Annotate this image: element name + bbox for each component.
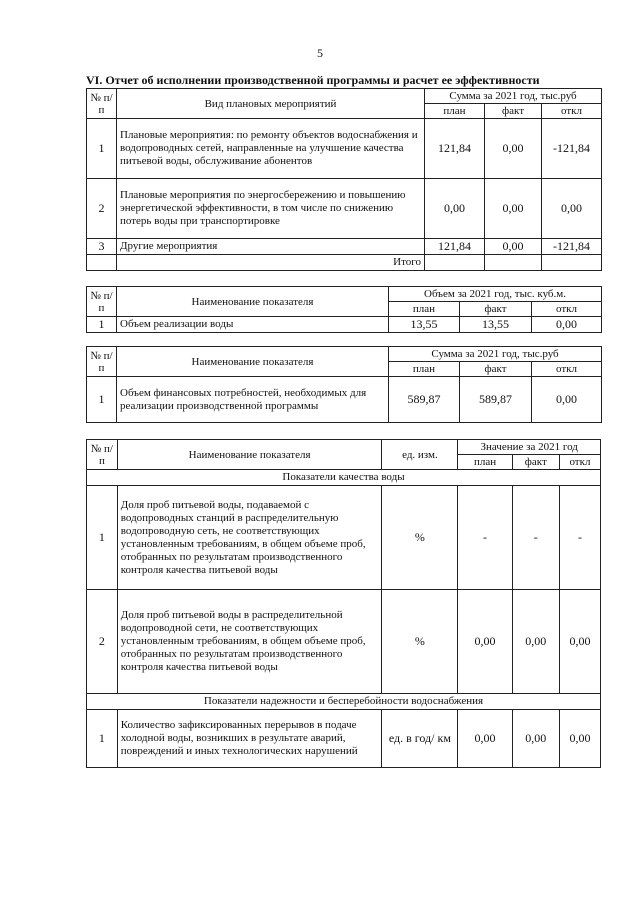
header-indicator: Наименование показателя [117,287,389,317]
row-fact: 0,00 [485,119,542,179]
row-fact: 0,00 [512,710,559,768]
row-otkl: 0,00 [559,590,600,694]
row-name: Другие мероприятия [117,239,425,255]
header-volume: Объем за 2021 год, тыс. куб.м. [389,287,602,302]
row-otkl: 0,00 [532,317,602,333]
row-otkl: -121,84 [542,119,602,179]
row-num: 1 [87,377,117,423]
row-plan: 0,00 [425,179,485,239]
row-unit: % [382,590,458,694]
row-num: 1 [87,119,117,179]
table-row [87,377,602,423]
header-fact: факт [460,302,532,317]
row-plan: 0,00 [458,710,512,768]
row-fact: 0,00 [512,590,559,694]
row-fact: 589,87 [460,377,532,423]
row-otkl: - [559,486,600,590]
row-name: Доля проб питьевой воды, подаваемой с водопроводных станций в распределительную водопроводную сеть, не соответствующих установленным требованиям, в общем объеме проб, отобранных по результатам производственного контроля качества питьевой воды [117,486,382,590]
row-name: Объем реализации воды [117,317,389,333]
header-otkl: откл [559,455,600,470]
row-otkl: 0,00 [559,710,600,768]
section-heading: VI. Отчет об исполнении производственной программы и расчет ее эффективности [86,73,540,87]
row-num: 2 [87,179,117,239]
header-unit: ед. изм. [382,440,458,470]
row-fact: 0,00 [485,239,542,255]
header-otkl: откл [532,362,602,377]
row-name: Доля проб питьевой воды в распределительной водопроводной сети, не соответствующих установленным требованиям, в общем объеме проб, отобранных по результатам производственного контроля качества питьевой воды [117,590,382,694]
header-indicator: Наименование показателя [117,440,382,470]
total-row [87,255,602,271]
header-measure-type: Вид плановых мероприятий [117,89,425,119]
row-fact: 13,55 [460,317,532,333]
row-plan: - [458,486,512,590]
section-reliability: Показатели надежности и бесперебойности водоснабжения [87,694,601,710]
row-otkl: 0,00 [532,377,602,423]
row-num: 2 [87,590,118,694]
row-unit: % [382,486,458,590]
header-sum: Сумма за 2021 год, тыс.руб [389,347,602,362]
indicators-table [86,439,601,768]
row-plan: 13,55 [389,317,460,333]
header-otkl: откл [532,302,602,317]
volume-table [86,286,602,333]
row-num: 3 [87,239,117,255]
header-plan: план [425,104,485,119]
header-plan: план [389,302,460,317]
table-row [87,317,602,333]
section-row [87,694,601,710]
row-num: 1 [87,710,118,768]
table-row [87,119,602,179]
header-plan: план [389,362,460,377]
row-fact: - [512,486,559,590]
row-name: Объем финансовых потребностей, необходимых для реализации производственной программы [117,377,389,423]
header-otkl: откл [542,104,602,119]
row-name: Количество зафиксированных перерывов в подаче холодной воды, возникших в результате аварий, повреждений и иных технологических нарушений [117,710,382,768]
header-num: № п/п [87,440,118,470]
table-row [87,590,601,694]
table-row [87,239,602,255]
section-row [87,470,601,486]
row-plan: 121,84 [425,119,485,179]
header-plan: план [458,455,512,470]
finance-table [86,346,602,423]
row-plan: 589,87 [389,377,460,423]
row-otkl: -121,84 [542,239,602,255]
row-otkl: 0,00 [542,179,602,239]
header-fact: факт [460,362,532,377]
header-indicator: Наименование показателя [117,347,389,377]
row-plan: 0,00 [458,590,512,694]
header-num: № п/п [87,89,117,119]
table-row [87,179,602,239]
measures-table [86,88,602,271]
total-label: Итого [117,255,425,271]
row-num: 1 [87,317,117,333]
row-unit: ед. в год/ км [382,710,458,768]
header-num: № п/п [87,287,117,317]
row-name: Плановые мероприятия: по ремонту объектов водоснабжения и водопроводных сетей, направленные на улучшение качества питьевой воды, обслуживание абонентов [117,119,425,179]
page-number: 5 [317,46,323,60]
header-value: Значение за 2021 год [458,440,601,455]
header-fact: факт [512,455,559,470]
section-water-quality: Показатели качества воды [87,470,601,486]
row-plan: 121,84 [425,239,485,255]
row-name: Плановые мероприятия по энергосбережению и повышению энергетической эффективности, в том числе по снижению потерь воды при транспортировке [117,179,425,239]
table-row [87,486,601,590]
header-sum: Сумма за 2021 год, тыс.руб [425,89,602,104]
row-num: 1 [87,486,118,590]
header-fact: факт [485,104,542,119]
header-num: № п/п [87,347,117,377]
table-row [87,710,601,768]
row-fact: 0,00 [485,179,542,239]
